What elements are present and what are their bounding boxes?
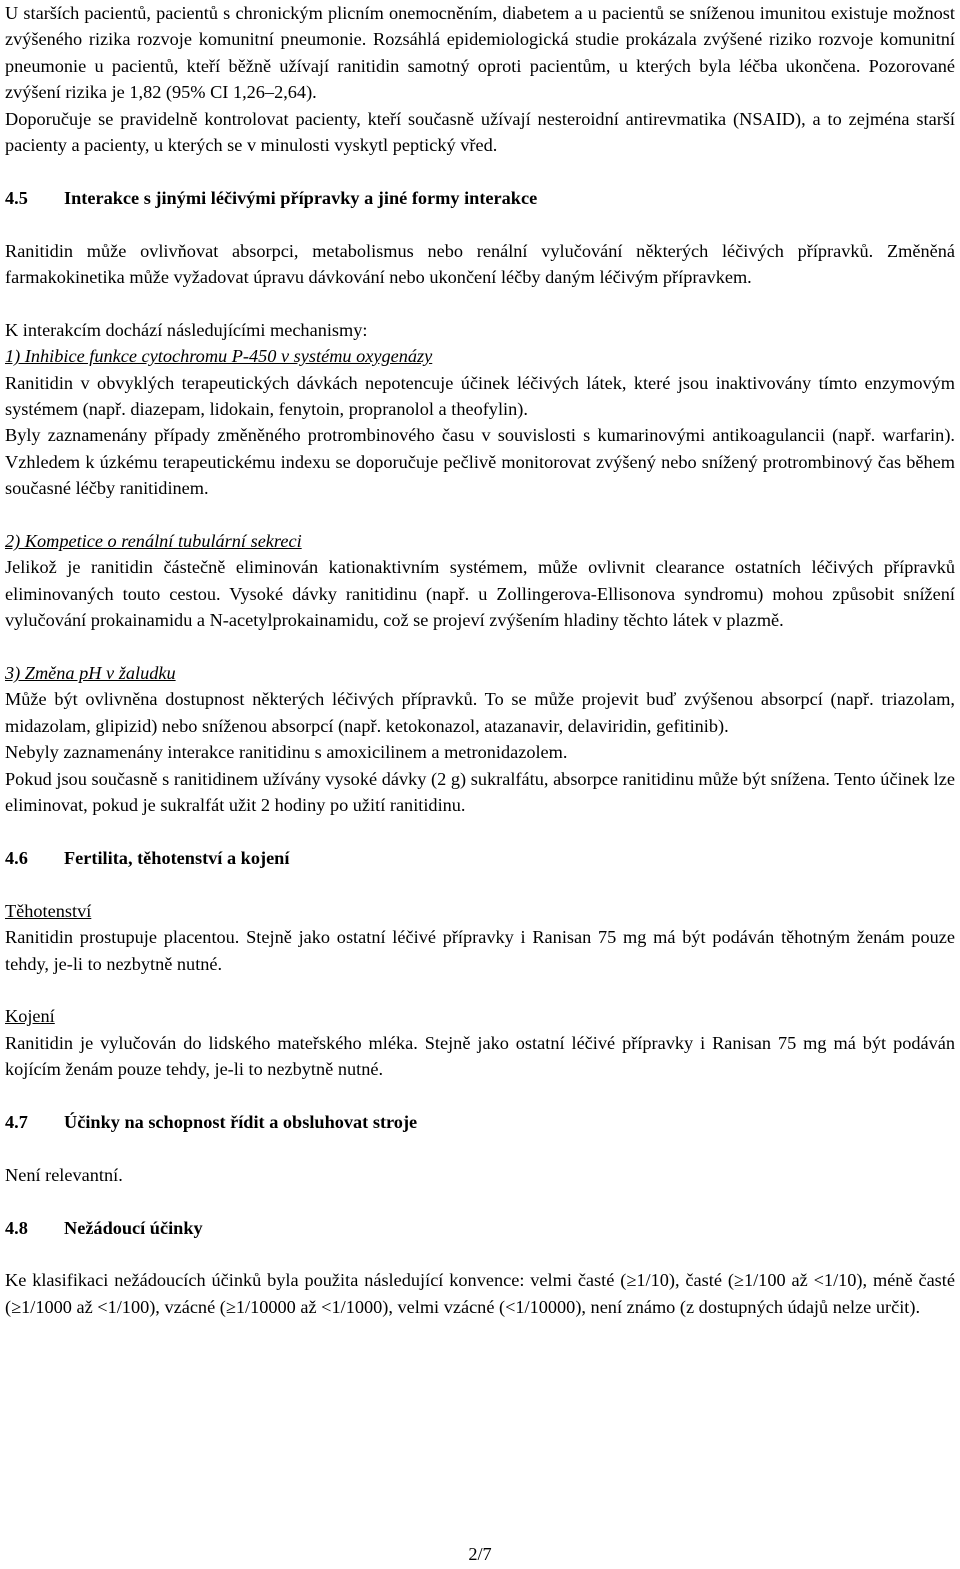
renal-paragraph: Jelikož je ranitidin částečně eliminován kationaktivním systémem, může ovlivnit clearance ostatních léčivých přípravků eliminovaných touto cestou. Vysoké dávky ranitidinu (např. u Zollingerova-Ellisonova syndromu) mohou způsobit snížení vylučování prokainamidu a N-acetylprokainamidu, což se projeví zvýšením hladiny těchto látek v plazmě. — [5, 557, 955, 631]
page-number: 2/7 — [468, 1544, 492, 1564]
ph-paragraph-2: Nebyly zaznamenány interakce ranitidinu s amoxicilinem a metronidazolem. — [5, 742, 568, 763]
cyp450-paragraph-1: Ranitidin v obvyklých terapeutických dávkách nepotencuje účinek léčivých látek, které jsou inaktivovány tímto enzymovým systémem (např. diazepam, lidokain, fenytoin, propranolol a theofylin). — [5, 372, 955, 420]
adverse-effects-paragraph: Ke klasifikaci nežádoucích účinků byla použita následující konvence: velmi časté (≥1/10), časté (≥1/100 až <1/10), méně časté (≥1/1000 až <1/100), vzácné (≥1/10000 až <1/1000), velmi vzácné (<1/10000), není známo (z dostupných údajů nelze určit). — [5, 1270, 955, 1317]
section-number: 4.6 — [5, 847, 28, 868]
interactions-intro-paragraph: Ranitidin může ovlivňovat absorpci, metabolismus nebo renální vylučování některých léčivých přípravků. Změněná farmakokinetika může vyžadovat úpravu dávkování nebo ukončení léčby daným léčivým přípravkem. — [5, 240, 955, 288]
pregnancy-paragraph: Ranitidin prostupuje placentou. Stejně jako ostatní léčivé přípravky i Ranisan 75 mg má být podáván těhotným ženám pouze tehdy, je-li to nezbytně nutné. — [5, 927, 955, 974]
section-heading-4-7 — [5, 1109, 955, 1135]
section-heading-4-5 — [5, 185, 955, 211]
cyp450-paragraph-2: Byly zaznamenány případy změněného protrombinového času v souvislosti s kumarinovými antikoagulancii (např. warfarin). Vzhledem k úzkému terapeutickému indexu se doporučuje pečlivě monitorovat zvýšený nebo snížený protrombinový čas během současné léčby ranitidinem. — [5, 425, 955, 499]
mechanisms-intro: K interakcím dochází následujícími mechanismy: — [5, 319, 368, 340]
section-heading-4-8 — [5, 1215, 955, 1241]
section-title: Interakce s jinými léčivými přípravky a jiné formy interakce — [64, 187, 538, 208]
subsection-title-cyp450: 1) Inhibice funkce cytochromu P-450 v systému oxygenázy — [5, 346, 433, 367]
document-page — [5, 0, 955, 1320]
ph-paragraph-3: Pokud jsou současně s ranitidinem užívány vysoké dávky (2 g) sukralfátu, absorpce ranitidinu může být snížena. Tento účinek lze eliminovat, pokud je sukralfát užit 2 hodiny po užití ranitidinu. — [5, 768, 955, 816]
driving-paragraph: Není relevantní. — [5, 1164, 123, 1185]
lactation-paragraph: Ranitidin je vylučován do lidského mateřského mléka. Stejně jako ostatní léčivé přípravky i Ranisan 75 mg má být podáván kojícím ženám pouze tehdy, je-li to nezbytně nutné. — [5, 1032, 955, 1080]
subsection-title-pregnancy: Těhotenství — [5, 900, 92, 921]
section-title: Fertilita, těhotenství a kojení — [64, 847, 290, 868]
intro-paragraph-nsaid: Doporučuje se pravidelně kontrolovat pacienty, kteří současně užívají nesteroidní antirevmatika (NSAID), a to zejména starší pacienty a pacienty, u kterých se v minulosti vyskytl peptický vřed. — [5, 108, 955, 156]
section-number: 4.7 — [5, 1111, 28, 1132]
subsection-title-renal: 2) Kompetice o renální tubulární sekreci — [5, 531, 302, 552]
ph-paragraph-1: Může být ovlivněna dostupnost některých léčivých přípravků. To se může projevit buď zvýšenou absorpcí (např. triazolam, midazolam, glipizid) nebo sníženou absorpcí (např. ketokonazol, atazanavir, delaviridin, gefitinib). — [5, 689, 955, 736]
section-title: Nežádoucí účinky — [64, 1217, 203, 1238]
section-number: 4.5 — [5, 187, 28, 208]
section-number: 4.8 — [5, 1217, 28, 1238]
subsection-title-lactation: Kojení — [5, 1006, 55, 1027]
intro-paragraph-risk: U starších pacientů, pacientů s chronickým plicním onemocněním, diabetem a u pacientů se sníženou imunitou existuje možnost zvýšeného rizika rozvoje komunitní pneumonie. Rozsáhlá epidemiologická studie prokázala zvýšené riziko rozvoje komunitní pneumonie u pacientů, kteří běžně užívají ranitidin samotný oproti pacientům, u kterých byla léčba ukončena. Pozorované zvýšení rizika je 1,82 (95% CI 1,26–2,64). — [5, 3, 955, 103]
section-heading-4-6 — [5, 845, 955, 871]
section-title: Účinky na schopnost řídit a obsluhovat stroje — [64, 1111, 418, 1132]
subsection-title-ph: 3) Změna pH v žaludku — [5, 663, 176, 684]
